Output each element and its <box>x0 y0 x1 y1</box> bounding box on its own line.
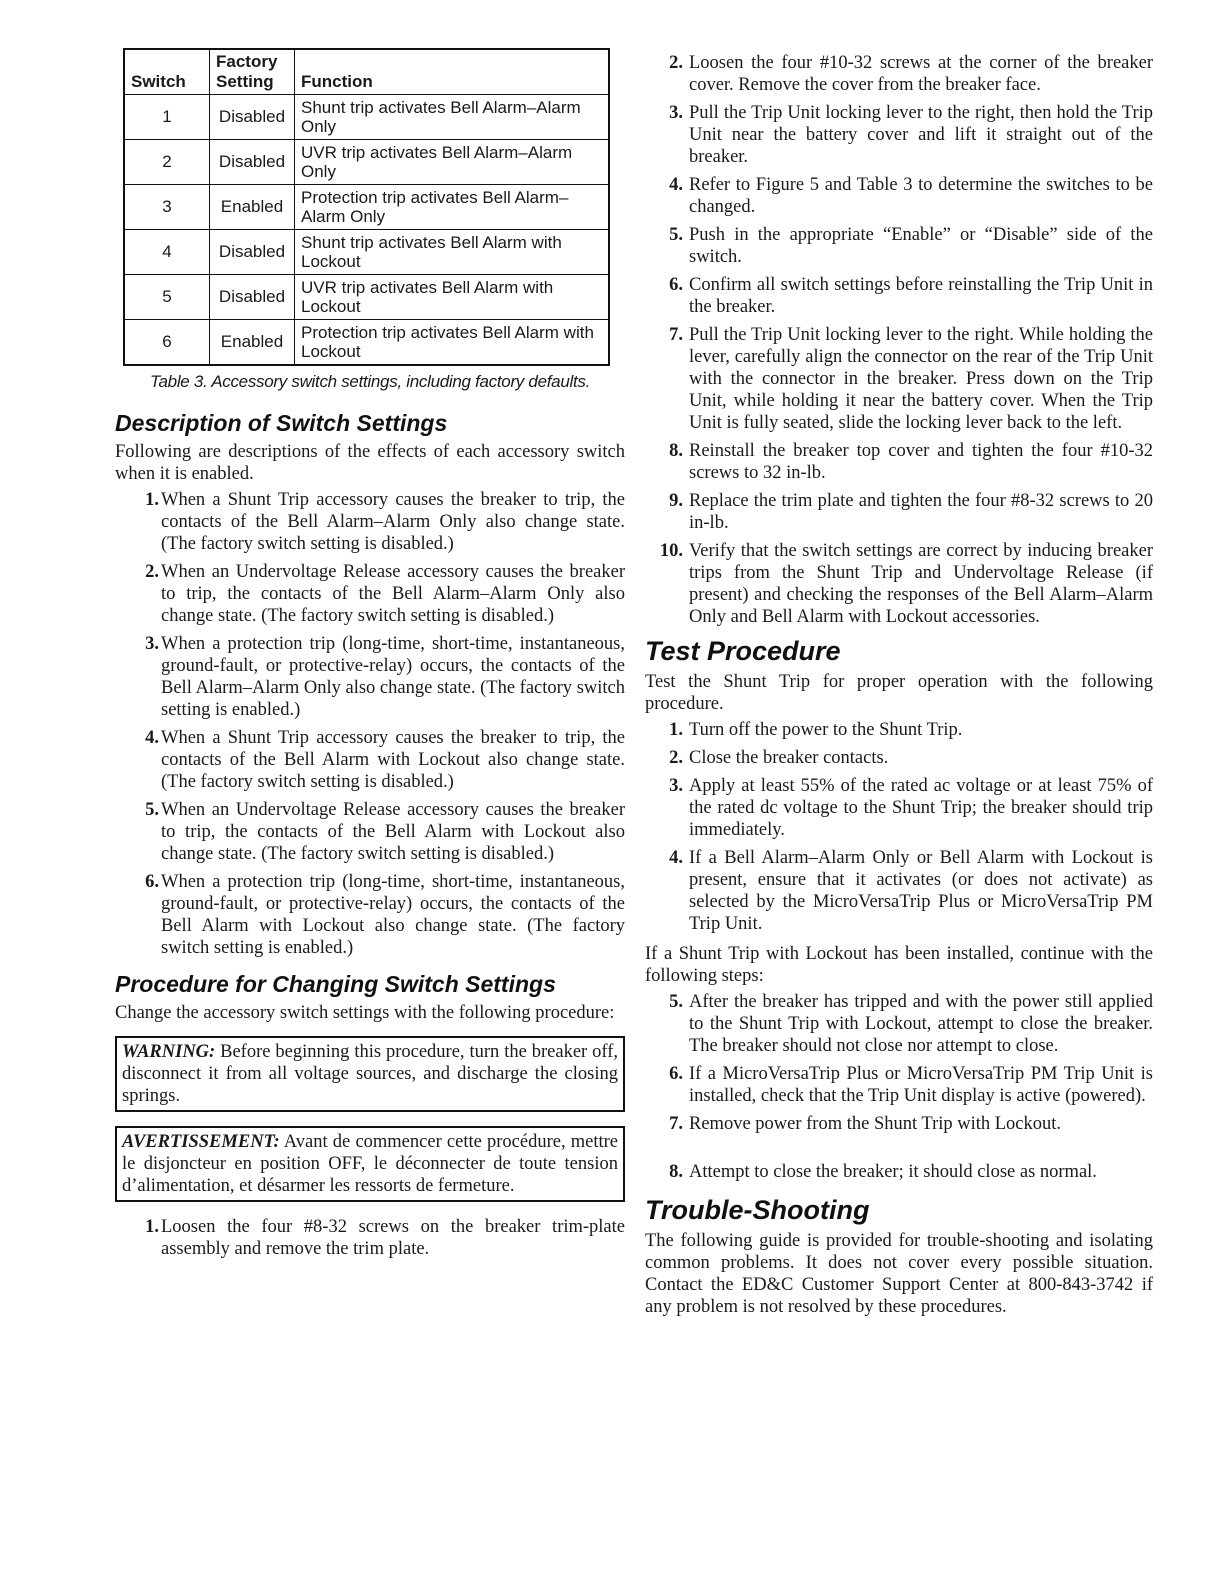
warning-text: Before beginning this procedure, turn the breaker off, disconnect it from all voltage sources, and discharge the closing springs. <box>122 1041 618 1106</box>
test-list <box>645 719 1153 935</box>
cell-function: Shunt trip activates Bell Alarm–Alarm Only <box>295 95 610 140</box>
cell-setting: Disabled <box>210 230 295 275</box>
table-header-row <box>124 49 609 95</box>
cell-switch: 2 <box>124 140 210 185</box>
trouble-section <box>645 1195 1153 1318</box>
list-item: 2. Close the breaker contacts. <box>669 748 889 768</box>
table-row <box>124 140 609 185</box>
cell-switch: 5 <box>124 275 210 320</box>
warning-box <box>115 1036 625 1112</box>
section-intro: Following are descriptions of the effects of each accessory switch when it is enabled. <box>115 441 625 484</box>
table-row <box>124 185 609 230</box>
right-column <box>645 48 1153 1330</box>
list-item: 2. When an Undervoltage Release accessory causes the breaker to trip, the contacts of the Bell Alarm–Alarm Only also change state. (The factory switch setting is disabled.) <box>145 561 625 626</box>
section-heading: Trouble-Shooting <box>645 1195 870 1225</box>
header-factory-setting: Factory Setting <box>210 49 295 95</box>
cell-switch: 6 <box>124 320 210 365</box>
avertissement-text: Avant de commencer cette procédure, mettre le disjoncteur en position OFF, le déconnecter de toute tension d’alimentation, et désarmer les ressorts de fermeture. <box>122 1131 618 1196</box>
list-item: 5. After the breaker has tripped and with the power still applied to the Shunt Trip with Lockout, attempt to close the breaker. The breaker should not close nor attempt to close. <box>669 992 1153 1056</box>
list-item: 4. When a Shunt Trip accessory causes the breaker to trip, the contacts of the Bell Alarm with Lockout also change state. (The factory switch setting is disabled.) <box>145 727 625 792</box>
list-item: 1. Loosen the four #8-32 screws on the breaker trim-plate assembly and remove the trim plate. <box>145 1216 625 1259</box>
trouble-text: The following guide is provided for trouble-shooting and isolating common problems. It does not cover every possible situation. Contact the ED&C Customer Support Center at 800-843-3742 if any problem is not resolved by these procedures. <box>645 1231 1153 1317</box>
warning-label: WARNING: <box>122 1041 216 1062</box>
cell-setting: Disabled <box>210 140 295 185</box>
list-item: 6. Confirm all switch settings before reinstalling the Trip Unit in the breaker. <box>669 275 1153 317</box>
list-item: 4. Refer to Figure 5 and Table 3 to determine the switches to be changed. <box>669 175 1153 217</box>
section-intro: Test the Shunt Trip for proper operation with the following procedure. <box>645 672 1153 714</box>
procedure-list-continued <box>645 52 1153 628</box>
switch-settings-table <box>123 48 610 366</box>
cell-function: Protection trip activates Bell Alarm with Lockout <box>295 320 610 365</box>
list-item: 9. Replace the trim plate and tighten the four #8-32 screws to 20 in-lb. <box>669 491 1153 533</box>
section-heading: Test Procedure <box>645 636 841 666</box>
procedure-list-start <box>115 1216 625 1260</box>
list-item: 8. Reinstall the breaker top cover and tighten the four #10-32 screws to 32 in-lb. <box>669 441 1153 483</box>
list-item: 1. When a Shunt Trip accessory causes the breaker to trip, the contacts of the Bell Alarm–Alarm Only also change state. (The factory switch setting is disabled.) <box>145 489 625 554</box>
cell-setting: Enabled <box>210 320 295 365</box>
list-item: 7. Pull the Trip Unit locking lever to the right. While holding the lever, carefully align the connector on the rear of the Trip Unit with the connector in the breaker. Press down on the Trip Unit, while holding it near the battery cover. When the Trip Unit is fully seated, slide the locking lever back to the left. <box>669 325 1153 433</box>
avertissement-box <box>115 1126 625 1202</box>
left-column <box>115 48 625 1272</box>
table-caption: Table 3. Accessory switch settings, including factory defaults. <box>149 371 590 391</box>
table-row <box>124 230 609 275</box>
procedure-section <box>115 971 625 1260</box>
table-row <box>124 320 609 365</box>
section-intro: Change the accessory switch settings with the following procedure: <box>115 1002 615 1023</box>
lockout-list <box>645 991 1153 1183</box>
list-item: 3. When a protection trip (long-time, short-time, instantaneous, ground-fault, or protective-relay) occurs, the contacts of the Bell Alarm–Alarm Only also change state. (The factory switch setting is enabled.) <box>145 633 625 720</box>
avertissement-label: AVERTISSEMENT: <box>122 1131 280 1152</box>
cell-setting: Disabled <box>210 95 295 140</box>
cell-switch: 1 <box>124 95 210 140</box>
cell-setting: Disabled <box>210 275 295 320</box>
description-list <box>115 489 625 959</box>
table-row <box>124 275 609 320</box>
cell-function: UVR trip activates Bell Alarm–Alarm Only <box>295 140 610 185</box>
header-function: Function <box>295 49 610 95</box>
list-item: 6. If a MicroVersaTrip Plus or MicroVersaTrip PM Trip Unit is installed, check that the Trip Unit display is active (powered). <box>669 1064 1153 1106</box>
description-section <box>115 410 625 959</box>
lockout-intro: If a Shunt Trip with Lockout has been installed, continue with the following steps: <box>645 944 1153 986</box>
cell-function: Shunt trip activates Bell Alarm with Lockout <box>295 230 610 275</box>
list-item: 3. Pull the Trip Unit locking lever to the right, then hold the Trip Unit near the battery cover and lift it straight out of the breaker. <box>669 103 1153 167</box>
list-item: 8. Attempt to close the breaker; it should close as normal. <box>669 1162 1097 1182</box>
list-item: 7. Remove power from the Shunt Trip with Lockout. <box>669 1114 1062 1134</box>
test-section <box>645 636 1153 1183</box>
table-row <box>124 95 609 140</box>
cell-function: Protection trip activates Bell Alarm–Alarm Only <box>295 185 610 230</box>
list-item: 5. When an Undervoltage Release accessory causes the breaker to trip, the contacts of the Bell Alarm with Lockout also change state. (The factory switch setting is disabled.) <box>145 799 625 864</box>
cell-function: UVR trip activates Bell Alarm with Lockout <box>295 275 610 320</box>
section-heading: Description of Switch Settings <box>115 409 448 436</box>
list-item: 10. Verify that the switch settings are correct by inducing breaker trips from the Shunt Trip and Undervoltage Release (if present) and checking the responses of the Bell Alarm–Alarm Only and Bell Alarm with Lockout accessories. <box>659 541 1153 627</box>
section-heading: Procedure for Changing Switch Settings <box>115 970 556 997</box>
list-item: 6. When a protection trip (long-time, short-time, instantaneous, ground-fault, or protective-relay) occurs, the contacts of the Bell Alarm with Lockout also change state. (The factory switch setting is enabled.) <box>145 871 625 958</box>
list-item: 3. Apply at least 55% of the rated ac voltage or at least 75% of the rated dc voltage to the Shunt Trip; the breaker should trip immediately. <box>669 776 1153 840</box>
list-item: 1. Turn off the power to the Shunt Trip. <box>669 720 963 740</box>
list-item: 5. Push in the appropriate “Enable” or “Disable” side of the switch. <box>669 225 1153 267</box>
cell-switch: 4 <box>124 230 210 275</box>
header-switch: Switch <box>124 49 210 95</box>
cell-setting: Enabled <box>210 185 295 230</box>
list-item: 2. Loosen the four #10-32 screws at the corner of the breaker cover. Remove the cover from the breaker face. <box>669 53 1153 95</box>
list-item: 4. If a Bell Alarm–Alarm Only or Bell Alarm with Lockout is present, ensure that it activates (or does not activate) as selected by the MicroVersaTrip Plus or MicroVersaTrip PM Trip Unit. <box>669 848 1153 934</box>
cell-switch: 3 <box>124 185 210 230</box>
